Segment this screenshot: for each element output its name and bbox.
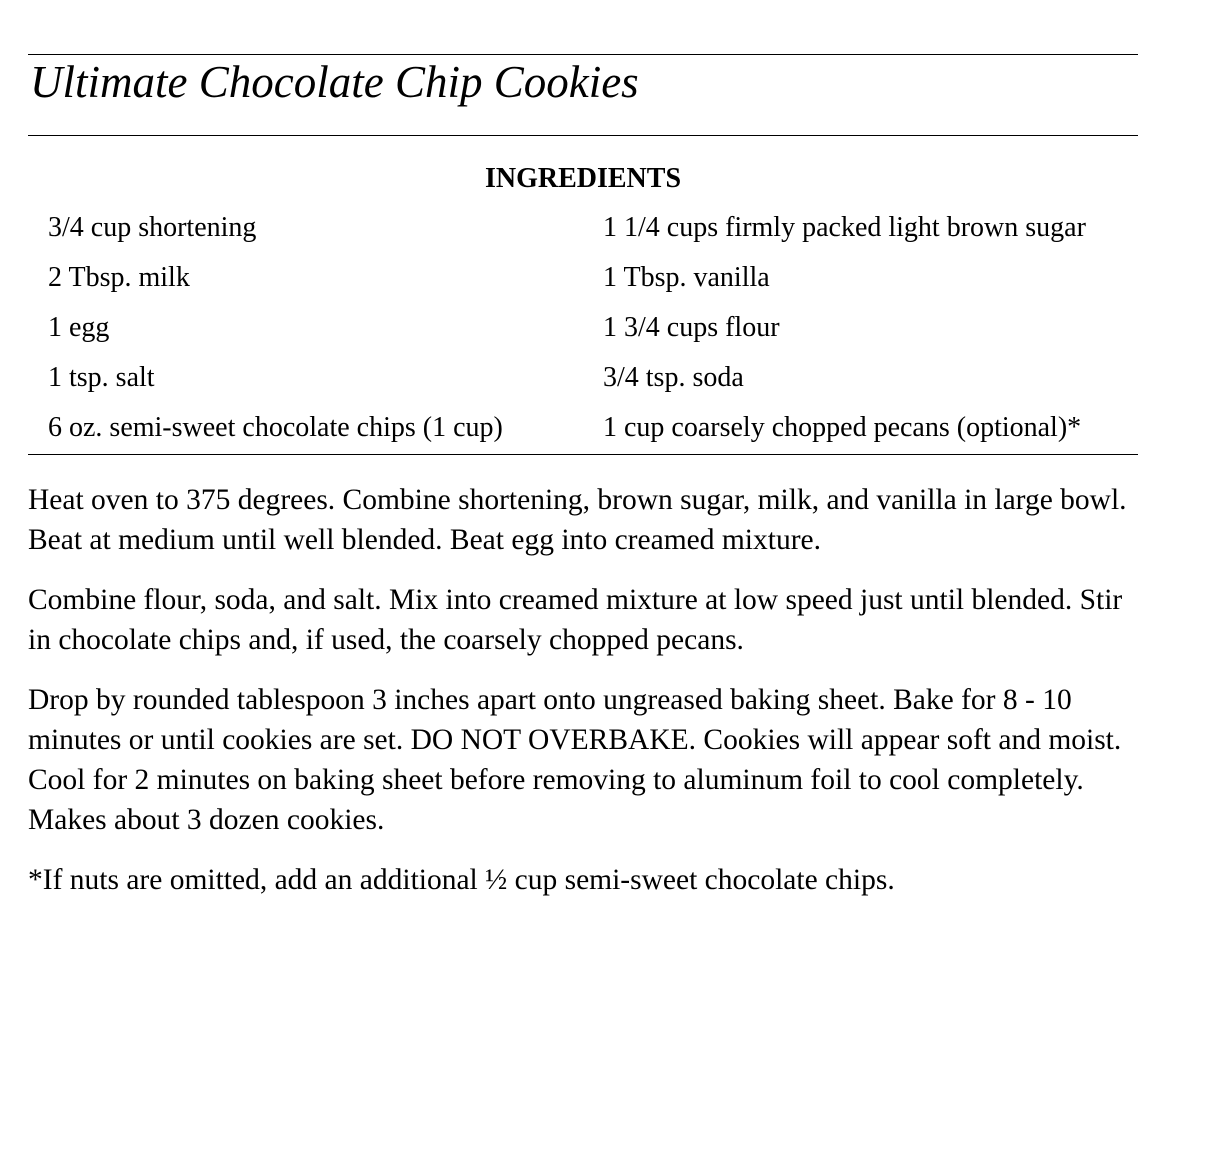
ingredient-item: 1 Tbsp. vanilla	[603, 262, 770, 293]
ingredient-item: 2 Tbsp. milk	[48, 262, 190, 293]
instruction-step: Heat oven to 375 degrees. Combine shortening, brown sugar, milk, and vanilla in large bowl. Beat at medium until well blended. Beat egg into creamed mixture.	[28, 484, 1127, 556]
ingredient-item: 1 3/4 cups flour	[603, 312, 780, 343]
ingredient-item: 6 oz. semi-sweet chocolate chips (1 cup)	[48, 412, 503, 443]
instruction-step: Combine flour, soda, and salt. Mix into creamed mixture at low speed just until blended. Stir in chocolate chips and, if used, the coarsely chopped pecans.	[28, 584, 1123, 656]
ingredients-divider	[28, 454, 1138, 455]
recipe-title: Ultimate Chocolate Chip Cookies	[30, 57, 639, 107]
recipe-card	[28, 54, 1138, 900]
top-divider	[28, 54, 1138, 55]
title-divider	[28, 135, 1138, 136]
footnote: *If nuts are omitted, add an additional ½ cup semi-sweet chocolate chips.	[28, 864, 895, 896]
ingredient-item: 3/4 cup shortening	[48, 212, 257, 243]
instruction-step: Drop by rounded tablespoon 3 inches apart onto ungreased baking sheet. Bake for 8 - 10 minutes or until cookies are set. DO NOT OVERBAKE. Cookies will appear soft and moist. Cool for 2 minutes on baking sheet before removing to aluminum foil to cool completely. Makes about 3 dozen cookies.	[28, 684, 1122, 836]
ingredient-item: 1 tsp. salt	[48, 362, 155, 393]
ingredients-heading: INGREDIENTS	[484, 163, 682, 194]
ingredient-item: 1 egg	[48, 312, 110, 343]
ingredients-list	[28, 203, 1138, 453]
ingredient-item: 3/4 tsp. soda	[603, 362, 744, 393]
ingredient-item: 1 cup coarsely chopped pecans (optional)*	[603, 412, 1082, 443]
ingredient-item: 1 1/4 cups firmly packed light brown sugar	[603, 212, 1086, 243]
